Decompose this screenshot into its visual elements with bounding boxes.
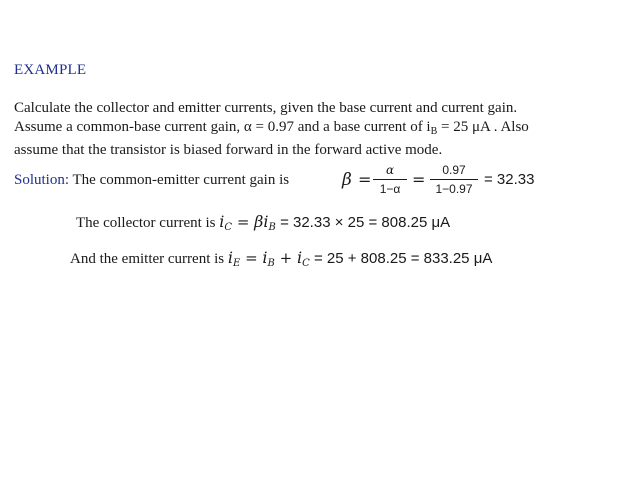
fraction-alpha (373, 163, 407, 196)
emitter-ic (297, 248, 310, 267)
collector-ib (263, 212, 275, 231)
fraction-numeric-numerator: 0.97 (430, 163, 478, 180)
fraction-alpha-denominator: 1−α (379, 182, 401, 196)
emitter-ic-symbol: i (297, 248, 303, 267)
collector-result: = 32.33 × 25 = 808.25 μA (275, 214, 451, 231)
collector-beta: β (254, 212, 264, 231)
beta-equals: = (358, 170, 372, 189)
solution-text: The common-emitter current gain is (69, 172, 290, 188)
fraction-alpha-numerator: α (373, 163, 407, 180)
collector-ib-symbol: i (263, 212, 269, 231)
collector-lhs-symbol: i (219, 212, 225, 231)
problem-line-2 (14, 118, 624, 141)
collector-equals: = (232, 213, 255, 231)
emitter-ib (262, 248, 274, 267)
beta-result: = 32.33 (484, 171, 535, 188)
emitter-lhs-subscript: E (233, 258, 241, 269)
example-heading: EXAMPLE (14, 62, 87, 78)
problem-statement (14, 99, 624, 160)
emitter-current-row (70, 248, 492, 269)
solution-label: Solution: (14, 172, 70, 188)
collector-ib-subscript: B (268, 222, 276, 233)
problem-line-2-pre: Assume a common-base current gain, α = 0.97 and a base current of i (14, 119, 431, 135)
collector-current-row (76, 212, 450, 233)
base-current-subscript: B (430, 126, 438, 137)
fraction-numeric (430, 163, 478, 196)
beta-symbol: β (342, 170, 352, 190)
emitter-lhs (228, 248, 240, 267)
emitter-result: = 25 + 808.25 = 833.25 μA (309, 250, 493, 267)
emitter-equals: = (240, 249, 263, 267)
fraction-equals: = (412, 170, 426, 189)
emitter-lhs-symbol: i (227, 248, 233, 267)
collector-lhs-subscript: C (224, 222, 233, 233)
problem-line-1: Calculate the collector and emitter currents, given the base current and current gain. (14, 100, 518, 116)
emitter-plus: + (274, 249, 298, 267)
fraction-numeric-denominator: 1−0.97 (435, 182, 473, 196)
collector-text: The collector current is (76, 215, 216, 231)
emitter-ib-subscript: B (267, 258, 275, 269)
collector-lhs (219, 212, 232, 231)
problem-line-3: assume that the transistor is biased forward in the forward active mode. (14, 142, 443, 158)
solution-row (14, 172, 289, 189)
emitter-ic-subscript: C (302, 258, 310, 269)
emitter-text: And the emitter current is (70, 251, 225, 267)
emitter-ib-symbol: i (262, 248, 268, 267)
problem-line-2-post: = 25 μA . Also (437, 119, 529, 135)
